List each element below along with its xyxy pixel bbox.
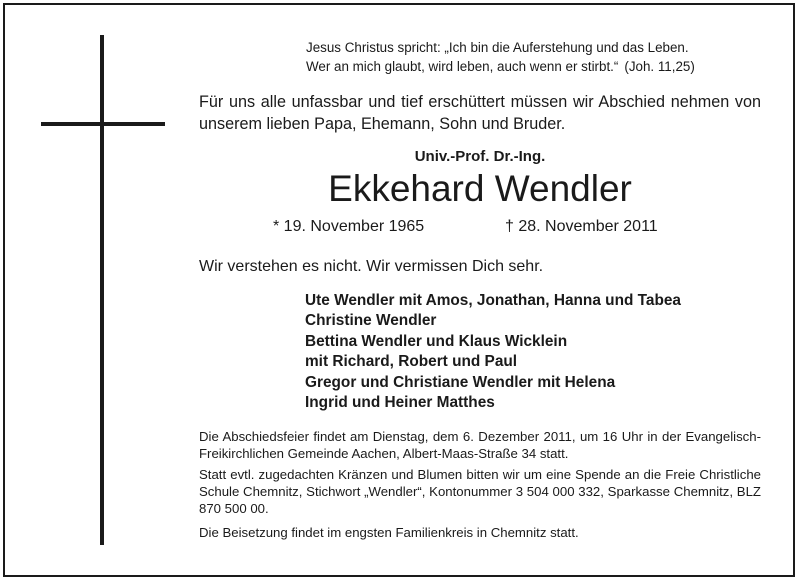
family-line: Christine Wendler bbox=[305, 312, 437, 330]
cross-horizontal-bar bbox=[41, 122, 165, 126]
donation-note: Statt evtl. zugedachten Kränzen und Blumen bitten wir um eine Spende an die Freie Christliche Schule Chemnitz, Stichwort „Wendler“, Kontonummer 3 504 000 332, Sparkasse Chemnitz, BLZ 870 500 00. bbox=[199, 467, 761, 517]
burial-note: Die Beisetzung findet im engsten Familienkreis in Chemnitz statt. bbox=[199, 525, 579, 540]
family-line: Ute Wendler mit Amos, Jonathan, Hanna und Tabea bbox=[305, 292, 681, 309]
bible-quote bbox=[306, 38, 760, 76]
mourning-line: Wir verstehen es nicht. Wir vermissen Dich sehr. bbox=[199, 258, 544, 275]
death-date: † 28. November 2011 bbox=[505, 218, 658, 235]
birth-date: * 19. November 1965 bbox=[273, 218, 425, 235]
family-line: Bettina Wendler und Klaus Wicklein bbox=[305, 332, 568, 350]
deceased-name: Ekkehard Wendler bbox=[328, 168, 632, 209]
quote-reference: (Joh. 11,25) bbox=[624, 59, 695, 74]
family-line: Ingrid und Heiner Matthes bbox=[305, 394, 495, 412]
academic-title: Univ.-Prof. Dr.-Ing. bbox=[414, 148, 546, 165]
intro-text: Für uns alle unfassbar und tief erschüttert müssen wir Abschied nehmen von unserem lieben Papa, Ehemann, Sohn und Bruder. bbox=[199, 93, 761, 133]
ceremony-note: Die Abschiedsfeier findet am Dienstag, dem 6. Dezember 2011, um 16 Uhr in der Evangelisch-Freikirchlichen Gemeinde Aachen, Albert-Maas-Straße 34 statt. bbox=[199, 429, 761, 462]
cross-vertical-bar bbox=[100, 35, 104, 545]
quote-line-2-text: Wer an mich glaubt, wird leben, auch wenn er stirbt.“ bbox=[306, 59, 619, 74]
quote-line-2 bbox=[306, 57, 760, 76]
family-list bbox=[305, 291, 681, 413]
family-line: Gregor und Christiane Wendler mit Helena bbox=[305, 373, 616, 391]
quote-line-1: Jesus Christus spricht: „Ich bin die Auferstehung und das Leben. bbox=[306, 40, 689, 55]
family-line: mit Richard, Robert und Paul bbox=[305, 353, 518, 371]
